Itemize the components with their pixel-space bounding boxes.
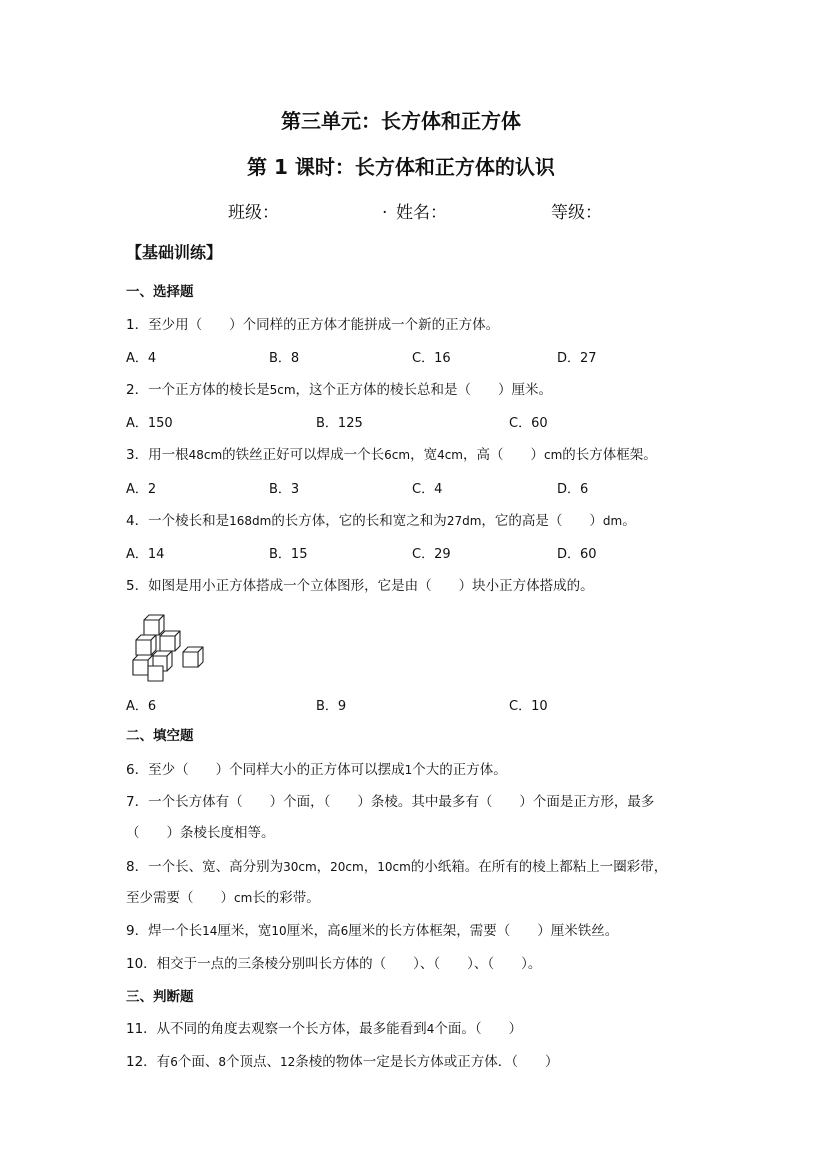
q1-option-a[interactable]: A．4 bbox=[126, 351, 157, 366]
q3-option-b[interactable]: B．3 bbox=[269, 482, 300, 497]
q3-unit3: 4cm bbox=[437, 448, 463, 462]
question-11 bbox=[126, 1017, 522, 1037]
q8-line2a: 至少需要（ ） bbox=[126, 890, 234, 906]
section-judge: 三、判断题 bbox=[126, 989, 194, 1005]
q3-part2: 的铁丝正好可以焊成一个长 bbox=[222, 447, 385, 463]
q2-part2: ，这个正方体的棱长总和是（ ）厘米。 bbox=[295, 382, 553, 398]
unit-title: 第三单元：长方体和正方体 bbox=[281, 109, 521, 133]
question-8-line1 bbox=[126, 855, 667, 875]
q11-num1: 4 bbox=[426, 1022, 435, 1036]
q12-num1: 6 bbox=[170, 1055, 178, 1069]
question-1: 1．至少用（ ）个同样的正方体才能拼成一个新的正方体。 bbox=[126, 317, 500, 333]
q9-part4: 厘米的长方体框架，需要（ ）厘米铁丝。 bbox=[348, 923, 619, 939]
q4-part4: 。 bbox=[622, 513, 636, 529]
basic-training-heading: 【基础训练】 bbox=[126, 243, 223, 262]
question-7-line2: （ ）条棱长度相等。 bbox=[126, 825, 275, 841]
q12-part3: 个顶点、 bbox=[225, 1054, 280, 1070]
q8-part1: 8．一个长、宽、高分别为 bbox=[126, 859, 284, 875]
q9-num1: 14 bbox=[202, 924, 218, 938]
q11-part2: 个面。（ ） bbox=[434, 1021, 523, 1037]
q9-part3: 厘米，高 bbox=[286, 923, 341, 939]
q9-part1: 9．焊一个长 bbox=[126, 923, 203, 939]
grade-label: 等级： bbox=[551, 203, 602, 223]
q8-sep2: ， bbox=[363, 859, 378, 875]
q3-option-d[interactable]: D．6 bbox=[557, 482, 589, 497]
section-fill: 二、填空题 bbox=[126, 728, 194, 744]
q9-part2: 厘米，宽 bbox=[217, 923, 272, 939]
q1-option-b[interactable]: B．8 bbox=[269, 351, 300, 366]
q2-unit1: 5cm bbox=[269, 383, 296, 397]
q2-part1: 2．一个正方体的棱长是 bbox=[126, 382, 270, 398]
q3-unit4: cm bbox=[544, 448, 563, 462]
cube-stack-figure bbox=[128, 608, 204, 682]
q4-option-c[interactable]: C．29 bbox=[412, 547, 451, 562]
question-2 bbox=[126, 378, 552, 398]
q4-unit2: 27dm bbox=[446, 514, 482, 528]
q8-sep1: ， bbox=[316, 859, 331, 875]
q4-option-b[interactable]: B．15 bbox=[269, 547, 308, 562]
q11-part1: 11．从不同的角度去观察一个长方体，最多能看到 bbox=[126, 1021, 427, 1037]
q8-line2b: 长的彩带。 bbox=[252, 890, 320, 906]
q3-part5: 的长方体框架。 bbox=[562, 447, 657, 463]
question-9 bbox=[126, 919, 618, 939]
q3-unit2: 6cm bbox=[384, 448, 411, 462]
q12-part2: 个面、 bbox=[177, 1054, 219, 1070]
q4-part2: 的长方体，它的长和宽之和为 bbox=[271, 513, 447, 529]
q3-part4: ，高（ ） bbox=[463, 447, 544, 463]
q1-option-d[interactable]: D．27 bbox=[557, 351, 597, 366]
q1-option-c[interactable]: C．16 bbox=[412, 351, 451, 366]
q3-option-c[interactable]: C．4 bbox=[412, 482, 443, 497]
q3-unit1: 48cm bbox=[188, 448, 223, 462]
name-label: 姓名： bbox=[396, 203, 447, 223]
section-choice: 一、选择题 bbox=[126, 284, 194, 300]
q8-unit4: cm bbox=[234, 891, 253, 905]
q9-num3: 6 bbox=[340, 924, 349, 938]
question-8-line2 bbox=[126, 886, 320, 906]
question-6 bbox=[126, 758, 507, 778]
q4-part1: 4．一个棱长和是 bbox=[126, 513, 230, 529]
q3-part3: ，宽 bbox=[410, 447, 438, 463]
q3-part1: 3．用一根 bbox=[126, 447, 189, 463]
q12-num2: 8 bbox=[218, 1055, 226, 1069]
q6-num1: 1 bbox=[404, 763, 413, 777]
q5-option-a[interactable]: A．6 bbox=[126, 699, 157, 714]
q4-unit1: 168dm bbox=[229, 514, 272, 528]
q12-part4: 条棱的物体一定是长方体或正方体．（ ） bbox=[295, 1054, 559, 1070]
question-10: 10．相交于一点的三条棱分别叫长方体的（ ）、（ ）、（ ）。 bbox=[126, 956, 542, 972]
class-dot: . bbox=[382, 198, 388, 218]
question-4 bbox=[126, 509, 636, 529]
q4-part3: ，它的高是（ ） bbox=[481, 513, 603, 529]
q8-unit1: 30cm bbox=[283, 860, 317, 874]
q2-option-b[interactable]: B．125 bbox=[316, 416, 363, 431]
q3-option-a[interactable]: A．2 bbox=[126, 482, 157, 497]
question-3 bbox=[126, 443, 657, 463]
cube-top bbox=[144, 615, 164, 635]
q2-option-a[interactable]: A．150 bbox=[126, 416, 173, 431]
q2-option-c[interactable]: C．60 bbox=[509, 416, 548, 431]
q4-option-d[interactable]: D．60 bbox=[557, 547, 597, 562]
question-12 bbox=[126, 1050, 559, 1070]
q5-option-b[interactable]: B．9 bbox=[316, 699, 347, 714]
q8-part2: 的小纸箱。在所有的棱上都粘上一圈彩带， bbox=[410, 859, 668, 875]
q4-unit3: dm bbox=[602, 514, 623, 528]
q8-unit3: 10cm bbox=[377, 860, 411, 874]
q4-option-a[interactable]: A．14 bbox=[126, 547, 165, 562]
lesson-title: 第 1 课时：长方体和正方体的认识 bbox=[247, 155, 555, 179]
q12-num3: 12 bbox=[279, 1055, 296, 1069]
q9-num2: 10 bbox=[271, 924, 287, 938]
q12-part1: 12．有 bbox=[126, 1054, 171, 1070]
q6-part1: 6．至少（ ）个同样大小的正方体可以摆成 bbox=[126, 762, 405, 778]
class-label: 班级： bbox=[228, 203, 279, 223]
q8-unit2: 20cm bbox=[330, 860, 364, 874]
question-5: 5．如图是用小正方体搭成一个立体图形，它是由（ ）块小正方体搭成的。 bbox=[126, 578, 594, 594]
q5-option-c[interactable]: C．10 bbox=[509, 699, 548, 714]
q6-part2: 个大的正方体。 bbox=[412, 762, 507, 778]
question-7-line1: 7．一个长方体有（ ）个面，（ ）条棱。其中最多有（ ）个面是正方形，最多 bbox=[126, 794, 655, 810]
